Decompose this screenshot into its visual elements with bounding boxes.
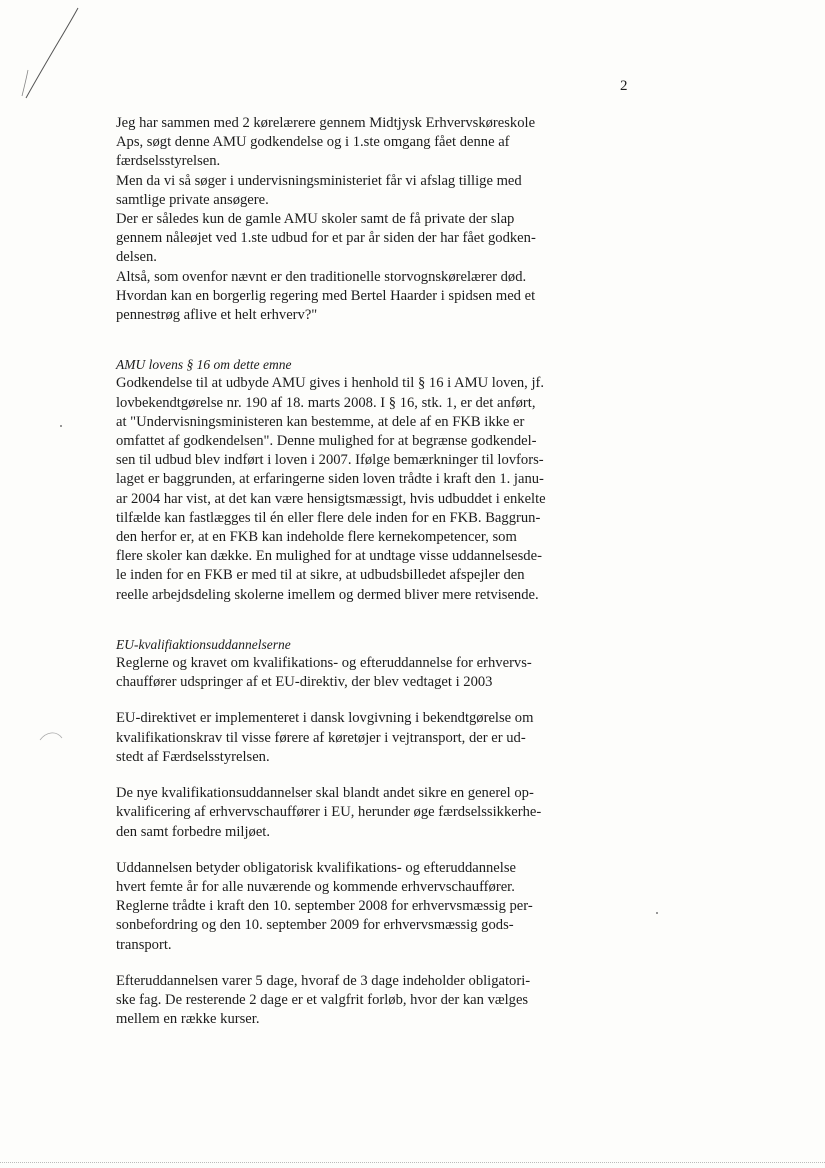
text-line: flere skoler kan dække. En mulighed for at undtage visse uddannelsesde- bbox=[116, 548, 542, 565]
scan-edge-line bbox=[0, 1162, 825, 1163]
text-line: stedt af Færdselsstyrelsen. bbox=[116, 748, 270, 765]
paragraph-eu-directive bbox=[116, 709, 576, 767]
text-line: lovbekendtgørelse nr. 190 af 18. marts 2008. I § 16, stk. 1, er det anført, bbox=[116, 394, 536, 411]
text-line: Jeg har sammen med 2 kørelærere gennem Midtjysk Erhvervskøreskole bbox=[116, 115, 536, 131]
text-line: De nye kvalifikationsuddannelser skal blandt andet sikre en generel op- bbox=[116, 785, 534, 802]
text-line: Reglerne og kravet om kvalifikations- og efteruddannelse for erhvervs- bbox=[116, 655, 532, 672]
text-line: reelle arbejdsdeling skolerne imellem og dermed bliver mere retvisende. bbox=[116, 586, 539, 603]
text-line: EU-direktivet er implementeret i dansk lovgivning i bekendtgørelse om bbox=[116, 710, 534, 727]
text-line: at "Undervisningsministeren kan bestemme, at dele af en FKB ikke er bbox=[116, 413, 525, 430]
text-line: laget er baggrunden, at erfaringerne siden loven trådte i kraft den 1. janu- bbox=[116, 471, 544, 488]
text-line: transport. bbox=[116, 936, 172, 953]
text-line: sonbefordring og den 10. september 2009 for erhvervsmæssig gods- bbox=[116, 917, 514, 934]
section-heading-eu: EU-kvalifiaktionsuddannelserne bbox=[116, 636, 291, 652]
text-line: gennem nåleøjet ved 1.ste udbud for et par år siden der har fået godken- bbox=[116, 230, 536, 247]
text-line: ske fag. De resterende 2 dage er et valgfrit forløb, hvor der kan vælges bbox=[116, 991, 529, 1008]
text-line: Reglerne trådte i kraft den 10. september 2008 for erhvervsmæssig per- bbox=[116, 898, 533, 915]
text-line: hvert femte år for alle nuværende og kommende erhvervschauffører. bbox=[116, 878, 515, 895]
text-line: sen til udbud blev indført i loven i 2007. Ifølge bemærkninger til lovfors- bbox=[116, 452, 544, 469]
text-line: chauffører udspringer af et EU-direktiv, der blev vedtaget i 2003 bbox=[116, 674, 493, 691]
paragraph-education bbox=[116, 859, 576, 955]
text-line: Godkendelse til at udbyde AMU gives i henhold til § 16 i AMU loven, jf. bbox=[116, 375, 545, 392]
text-line: Hvordan kan en borgerlig regering med Bertel Haarder i spidsen med et bbox=[116, 287, 536, 304]
text-line: færdselsstyrelsen. bbox=[116, 153, 221, 170]
page-number: 2 bbox=[620, 78, 628, 94]
text-line: delsen. bbox=[116, 249, 157, 266]
paragraph-eu-rules bbox=[116, 654, 576, 692]
text-line: samtlige private ansøgere. bbox=[116, 191, 269, 208]
text-line: ar 2004 har vist, at det kan være hensigtsmæssigt, hvis udbuddet i enkelte bbox=[116, 490, 546, 507]
text-line: omfattet af godkendelsen". Denne mulighed for at begrænse godkendel- bbox=[116, 433, 537, 450]
text-line: Uddannelsen betyder obligatorisk kvalifikations- og efteruddannelse bbox=[116, 859, 516, 876]
paragraph-qualification bbox=[116, 784, 576, 842]
scan-speck bbox=[60, 425, 62, 427]
text-line: Der er således kun de gamle AMU skoler samt de få private der slap bbox=[116, 211, 515, 228]
text-line: Efteruddannelsen varer 5 dage, hvoraf de 3 dage indeholder obligatori- bbox=[116, 972, 531, 989]
text-line: Men da vi så søger i undervisningsministeriet får vi afslag tillige med bbox=[116, 172, 522, 189]
pen-stroke-mark bbox=[0, 0, 90, 110]
text-line: tilfælde kan fastlægges til én eller flere dele inden for en FKB. Baggrun- bbox=[116, 509, 541, 526]
text-line: le inden for en FKB er med til at sikre, at udbudsbilledet afspejler den bbox=[116, 567, 525, 584]
paragraph-continuing-education bbox=[116, 972, 576, 1030]
text-line: Altså, som ovenfor nævnt er den traditionelle storvognskørelærer død. bbox=[116, 268, 527, 285]
scan-artifact-mark bbox=[38, 728, 68, 748]
text-line: kvalifikationskrav til visse førere af køretøjer i vejtransport, der er ud- bbox=[116, 729, 526, 746]
scan-speck bbox=[656, 912, 658, 914]
paragraph-complaint bbox=[116, 114, 576, 325]
paragraph-amu-law bbox=[116, 374, 576, 604]
section-heading-amu: AMU lovens § 16 om dette emne bbox=[116, 357, 292, 373]
text-line: pennestrøg aflive et helt erhverv?" bbox=[116, 307, 318, 324]
text-line: mellem en række kurser. bbox=[116, 1011, 260, 1028]
text-line: Aps, søgt denne AMU godkendelse og i 1.ste omgang fået denne af bbox=[116, 134, 510, 151]
text-line: kvalificering af erhvervschauffører i EU, herunder øge færdselssikkerhe- bbox=[116, 804, 542, 821]
text-line: den herfor er, at en FKB kan indeholde flere kernekompetencer, som bbox=[116, 529, 517, 546]
letter-body bbox=[116, 114, 576, 1029]
text-line: den samt forbedre miljøet. bbox=[116, 823, 270, 840]
